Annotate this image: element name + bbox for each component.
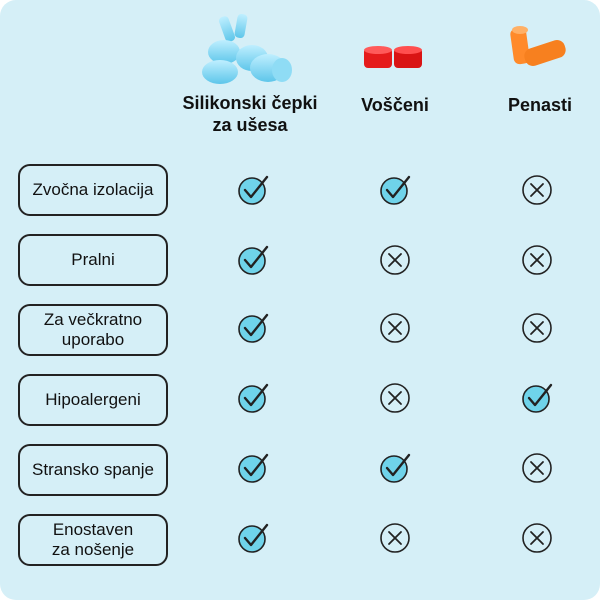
column-header-foam <box>480 20 600 120</box>
row-label-reusable: Za večkratno uporabo <box>18 304 168 356</box>
check-icon <box>236 311 270 345</box>
wax-earplugs-image <box>362 40 426 76</box>
check-icon <box>520 381 554 415</box>
column-label-silicone: Silikonski čepki za ušesa <box>182 93 318 135</box>
column-label-foam: Penasti <box>507 95 573 115</box>
row-label-washable: Pralni <box>18 234 168 286</box>
cross-icon <box>520 451 554 485</box>
row-label-sound-isolation: Zvočna izolacija <box>18 164 168 216</box>
foam-earplugs-image <box>504 20 574 80</box>
row-label-side-sleeping: Stransko spanje <box>18 444 168 496</box>
cross-icon <box>378 521 412 555</box>
column-label-wax: Voščeni <box>361 95 429 115</box>
check-icon <box>236 243 270 277</box>
check-icon <box>378 173 412 207</box>
cross-icon <box>520 243 554 277</box>
check-icon <box>378 451 412 485</box>
cross-icon <box>520 173 554 207</box>
check-icon <box>236 173 270 207</box>
check-icon <box>236 521 270 555</box>
row-label-hypoallergenic: Hipoalergeni <box>18 374 168 426</box>
column-header-wax <box>340 40 450 120</box>
row-label-easy-to-wear: Enostaven za nošenje <box>18 514 168 566</box>
check-icon <box>236 451 270 485</box>
cross-icon <box>520 521 554 555</box>
cross-icon <box>378 381 412 415</box>
cross-icon <box>520 311 554 345</box>
silicone-earplugs-image <box>200 10 300 90</box>
check-icon <box>236 381 270 415</box>
cross-icon <box>378 243 412 277</box>
cross-icon <box>378 311 412 345</box>
column-header-silicone <box>170 10 330 135</box>
